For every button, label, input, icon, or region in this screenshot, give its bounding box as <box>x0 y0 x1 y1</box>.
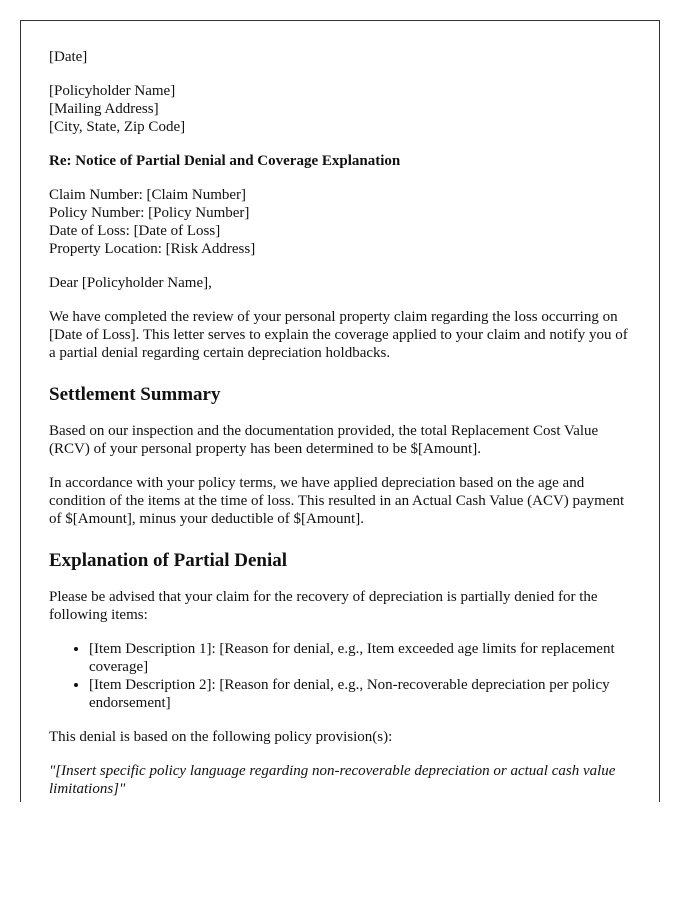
settlement-paragraph: Based on our inspection and the documentation provided, the total Replacement Cost Value (RCV) of your personal property has been determined to be $[Amount]. <box>49 423 599 457</box>
list-item: • [Item Description 2]: [Reason for denial, e.g., Non-recoverable depreciation per policy endorsement] <box>89 676 629 712</box>
recipient-city-state-zip: [City, State, Zip Code] <box>49 119 186 135</box>
intro-paragraph: We have completed the review of your personal property claim regarding the loss occurring on [Date of Loss]. This letter serves to explain the coverage applied to your claim and notify you of a partial denial regarding certain depreciation holdbacks. <box>49 309 628 361</box>
denial-intro: Please be advised that your claim for the recovery of depreciation is partially denied for the following items: <box>49 589 598 623</box>
denial-basis: This denial is based on the following policy provision(s): <box>49 729 393 745</box>
denied-items-list <box>49 640 629 712</box>
recipient-name: [Policyholder Name] <box>49 83 176 99</box>
subject-line: Re: Notice of Partial Denial and Coverage Explanation <box>49 153 401 169</box>
list-item: • [Item Description 1]: [Reason for denial, e.g., Item exceeded age limits for replacement coverage] <box>89 640 629 676</box>
date-of-loss: Date of Loss: [Date of Loss] <box>49 223 221 239</box>
recipient-address <box>49 82 629 136</box>
recipient-mailing-address: [Mailing Address] <box>49 101 159 117</box>
letter-page <box>20 20 660 802</box>
letter-date: [Date] <box>49 49 88 65</box>
depreciation-paragraph: In accordance with your policy terms, we have applied depreciation based on the age and condition of the items at the time of loss. This resulted in an Actual Cash Value (ACV) payment of $[Amount], minus your deductible of $[Amount]. <box>49 475 625 527</box>
settlement-summary-heading: Settlement Summary <box>49 384 221 405</box>
claim-number: Claim Number: [Claim Number] <box>49 187 247 203</box>
policy-quote: "[Insert specific policy language regarding non-recoverable depreciation or actual cash value limitations]" <box>49 763 616 797</box>
letter-body <box>49 48 629 802</box>
partial-denial-heading: Explanation of Partial Denial <box>49 550 288 571</box>
property-location: Property Location: [Risk Address] <box>49 241 256 257</box>
salutation: Dear [Policyholder Name], <box>49 275 212 291</box>
claim-info <box>49 186 629 258</box>
policy-number: Policy Number: [Policy Number] <box>49 205 250 221</box>
